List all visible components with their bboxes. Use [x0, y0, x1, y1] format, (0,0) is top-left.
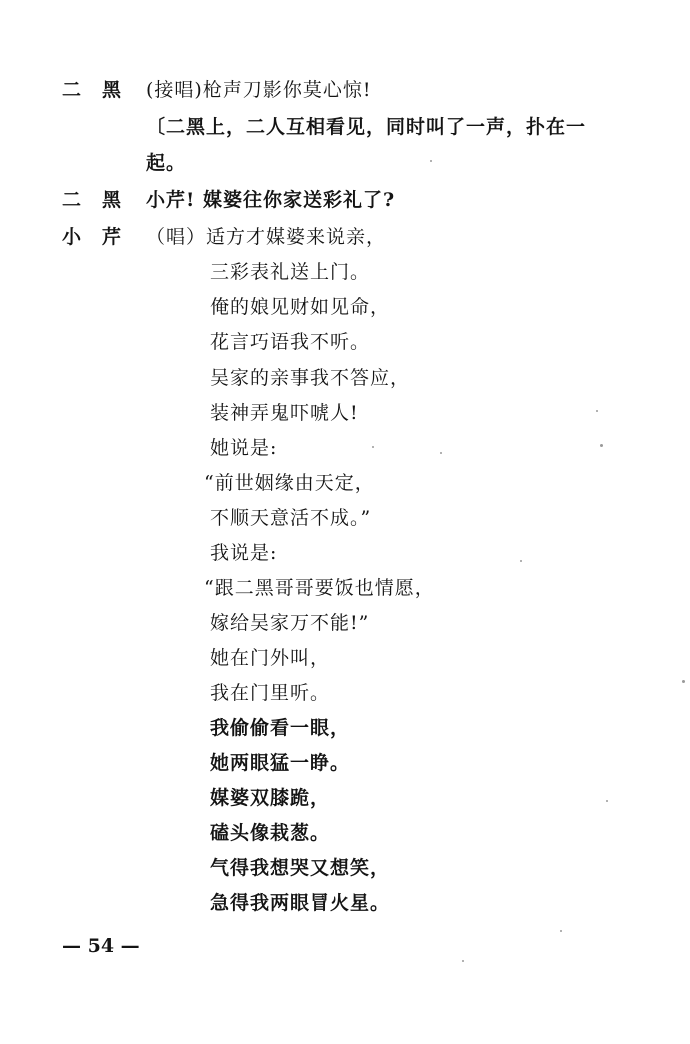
- speaker-role-char2: 芹: [102, 226, 122, 248]
- speaker-role-char2: 黑: [102, 189, 122, 211]
- stage-direction-line: 〔二黑上，二人互相看见，同时叫了一声，扑在一: [146, 116, 587, 138]
- verse-line: 我在门里听。: [210, 682, 331, 704]
- verse-line: 我说是:: [210, 542, 278, 564]
- scan-speck: [430, 160, 432, 162]
- verse-line: 我偷偷看一眼，: [210, 717, 351, 739]
- dialogue-line: （唱）适方才媒婆来说亲，: [146, 226, 387, 248]
- scan-speck: [606, 800, 608, 802]
- verse-line: “前世姻缘由天定，: [204, 472, 375, 494]
- dialogue-line: 小芹! 媒婆往你家送彩礼了?: [146, 189, 396, 211]
- scan-speck: [560, 930, 562, 932]
- speaker-role-char1: 二: [62, 79, 82, 101]
- verse-line: 急得我两眼冒火星。: [210, 892, 391, 914]
- verse-line: 俺的娘见财如见命，: [210, 296, 391, 318]
- speaker-role-char1: 小: [62, 226, 82, 248]
- verse-line: 她两眼猛一睁。: [210, 752, 351, 774]
- verse-line: 三彩表礼送上门。: [210, 261, 371, 283]
- verse-line: 磕头像栽葱。: [210, 822, 331, 844]
- verse-line: “跟二黑哥哥要饭也情愿，: [204, 577, 435, 599]
- scan-speck: [462, 960, 464, 962]
- verse-line: 吴家的亲事我不答应，: [210, 367, 411, 389]
- verse-line: 媒婆双膝跪，: [210, 787, 331, 809]
- verse-line: 气得我想哭又想笑，: [210, 857, 391, 879]
- dialogue-line: (接唱)枪声刀影你莫心惊!: [146, 79, 372, 101]
- stage-direction-line: 起。: [146, 152, 187, 174]
- page-number: — 54 —: [62, 935, 140, 957]
- verse-line: 她在门外叫，: [210, 647, 331, 669]
- verse-line: 花言巧语我不听。: [210, 331, 371, 353]
- verse-line: 她说是:: [210, 437, 278, 459]
- scan-speck: [596, 410, 598, 412]
- verse-line: 嫁给吴家万不能!”: [210, 612, 370, 634]
- scan-speck: [682, 680, 685, 683]
- scan-speck: [520, 560, 522, 562]
- verse-line: 装神弄鬼吓唬人!: [210, 402, 359, 424]
- verse-line: 不顺天意活不成。”: [210, 507, 372, 529]
- scan-speck: [372, 446, 374, 448]
- speaker-role-char2: 黑: [102, 79, 122, 101]
- scan-speck: [440, 452, 442, 454]
- speaker-role-char1: 二: [62, 189, 82, 211]
- scan-speck: [600, 444, 603, 447]
